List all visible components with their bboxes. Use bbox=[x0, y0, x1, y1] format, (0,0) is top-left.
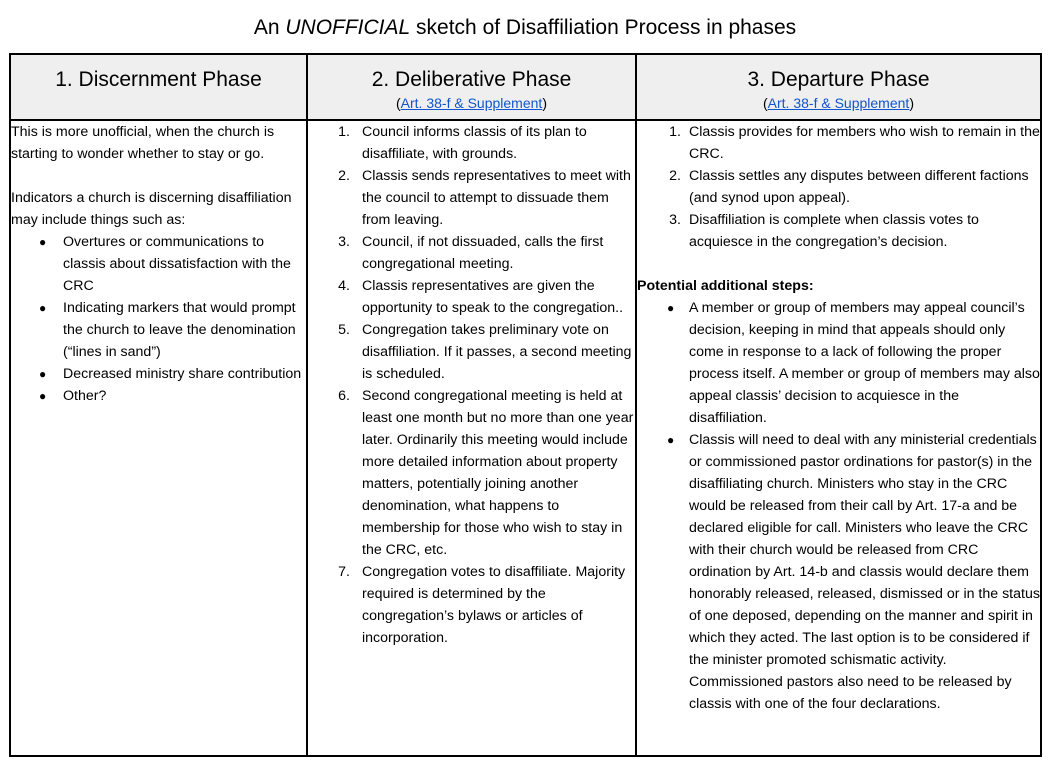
list-item: 1. Council informs classis of its plan to disaffiliate, with grounds. bbox=[338, 124, 587, 162]
phase-title-discernment: 1. Discernment Phase bbox=[55, 68, 262, 91]
header-discernment bbox=[10, 54, 307, 120]
discernment-cell bbox=[10, 120, 307, 756]
list-item: 5. Congregation takes preliminary vote on disaffiliation. If it passes, a second meeting is scheduled. bbox=[338, 322, 632, 382]
content-row bbox=[10, 120, 1041, 756]
list-item: 2. Classis sends representatives to meet with the council to attempt to dissuade them from leaving. bbox=[338, 168, 631, 228]
supplement-link-deliberative[interactable]: Art. 38-f & Supplement bbox=[400, 95, 543, 111]
bullet-icon: ● bbox=[667, 301, 675, 315]
title-emphasis: UNOFFICIAL bbox=[285, 16, 411, 39]
departure-steps bbox=[637, 121, 1040, 253]
indicators-lead: Indicators a church is discerning disaffiliation may include things such as: bbox=[11, 190, 292, 228]
bullet-icon: ● bbox=[39, 301, 47, 315]
phases-table bbox=[9, 53, 1042, 757]
bullet-icon: ● bbox=[667, 433, 675, 447]
list-item: 2. Classis settles any disputes between different factions (and synod upon appeal). bbox=[669, 168, 1029, 206]
list-item: ● Decreased ministry share contribution bbox=[11, 363, 306, 385]
header-deliberative bbox=[307, 54, 636, 120]
list-item: ● A member or group of members may appeal council’s decision, keeping in mind that appeals should only come in response to a lack of following the proper process itself. A member or group of members may also appeal classis’ decision to acquiesce in the disaffiliation. bbox=[637, 297, 1040, 429]
list-item: 1. Classis provides for members who wish to remain in the CRC. bbox=[669, 124, 1040, 162]
indicators-list bbox=[11, 231, 306, 407]
discernment-intro: This is more unofficial, when the church is starting to wonder whether to stay or go. bbox=[11, 124, 275, 162]
list-item: 3. Council, if not dissuaded, calls the first congregational meeting. bbox=[338, 234, 604, 272]
departure-cell bbox=[636, 120, 1041, 756]
phase-title-departure: 3. Departure Phase bbox=[747, 68, 930, 91]
list-item: ● Other? bbox=[11, 385, 306, 407]
supplement-link-departure[interactable]: Art. 38-f & Supplement bbox=[767, 95, 910, 111]
additional-steps-list bbox=[637, 297, 1040, 715]
deliberative-cell bbox=[307, 120, 636, 756]
bullet-icon: ● bbox=[39, 235, 47, 249]
phase-title-deliberative: 2. Deliberative Phase bbox=[371, 68, 572, 91]
page-title: An UNOFFICIAL sketch of Disaffiliation Process in phases bbox=[253, 16, 797, 39]
list-item: 6. Second congregational meeting is held at least one month but no more than one year later. Ordinarily this meeting would include more detailed information about property matters, potentially joining another denomination, what happens to membership for those who wish to stay in the CRC, etc. bbox=[338, 388, 634, 558]
list-item: ● Classis will need to deal with any ministerial credentials or commissioned pastor ordinations for pastor(s) in the disaffiliating church. Ministers who stay in the CRC would be released from their call by Art. 17-a and be declared eligible for call. Ministers who leave the CRC with their church would be released from CRC ordination by Art. 14-b and classis would declare them honorably released, released, dismissed or in the status of one deposed, depending on the manner and spirit in which they acted. The last option is to be considered if the minister promoted schismatic activity. Commissioned pastors also need to be released by classis with one of the four declarations. bbox=[637, 429, 1040, 715]
additional-steps-heading: Potential additional steps: bbox=[637, 278, 814, 294]
list-item: ● Indicating markers that would prompt the church to leave the denomination (“lines in sand”) bbox=[11, 297, 306, 363]
bullet-icon: ● bbox=[39, 367, 47, 381]
list-item: ● Overtures or communications to classis about dissatisfaction with the CRC bbox=[11, 231, 306, 297]
header-departure bbox=[636, 54, 1041, 120]
list-item: 4. Classis representatives are given the opportunity to speak to the congregation.. bbox=[338, 278, 624, 316]
header-row bbox=[10, 54, 1041, 120]
bullet-icon: ● bbox=[39, 389, 47, 403]
phase-ref-deliberative: (Art. 38-f & Supplement) bbox=[396, 95, 547, 111]
deliberative-steps bbox=[308, 121, 635, 649]
phase-ref-departure: (Art. 38-f & Supplement) bbox=[763, 95, 914, 111]
list-item: 3. Disaffiliation is complete when classis votes to acquiesce in the congregation’s decision. bbox=[669, 212, 979, 250]
list-item: 7. Congregation votes to disaffiliate. Majority required is determined by the congregation’s bylaws or articles of incorporation. bbox=[338, 564, 626, 646]
